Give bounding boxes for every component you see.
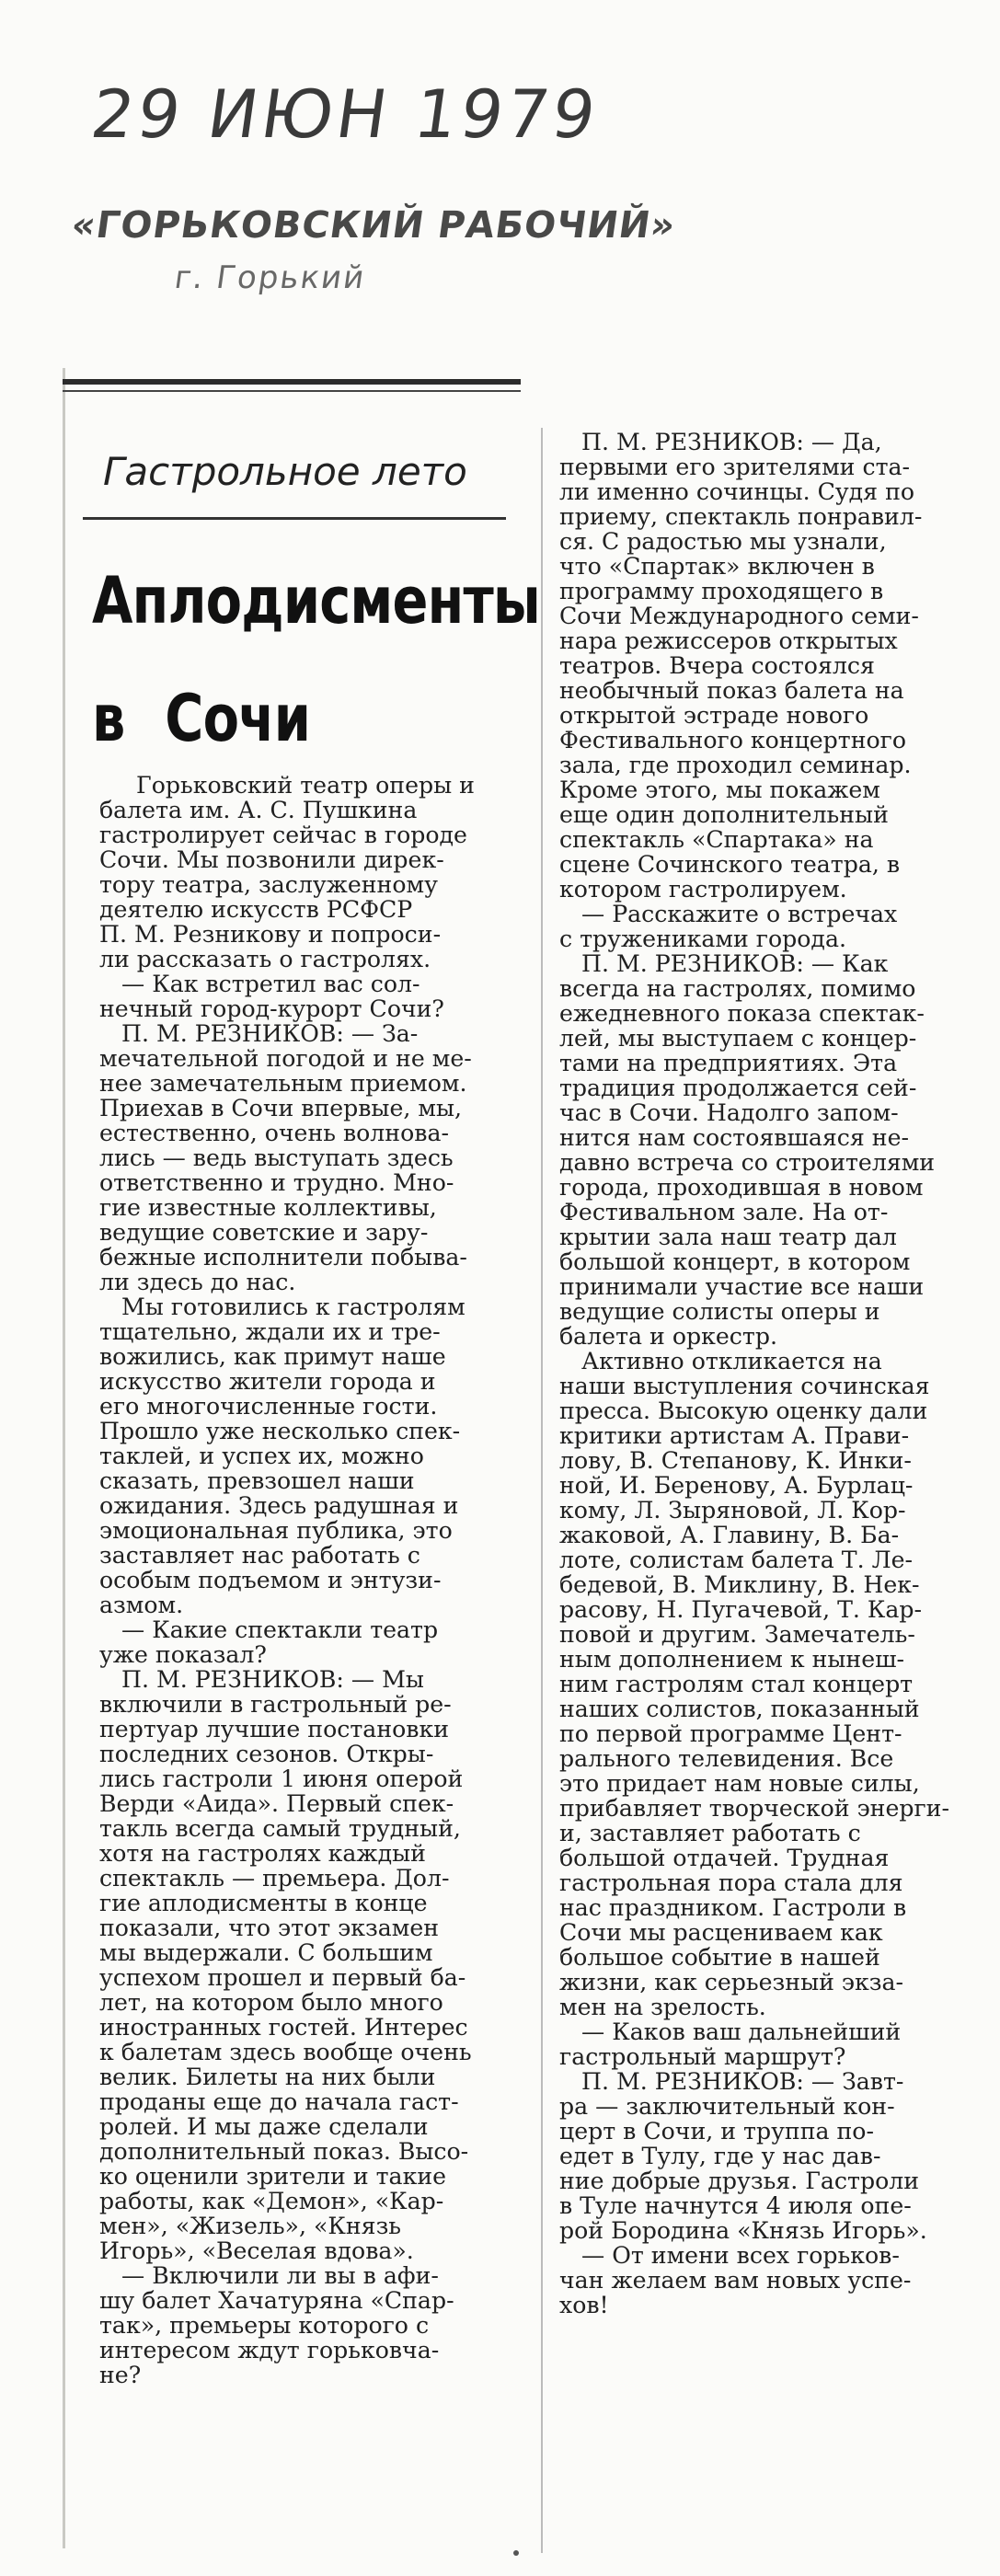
headline-line-2: в Сочи	[92, 681, 311, 756]
top-rule-thin	[63, 390, 521, 392]
article-right-column: П. М. РЕЗНИКОВ: — Да, первыми его зрителями ста- ли именно сочинцы. Судя по приему, спектакль понравил- ся. С радостью мы узнали, что «Спартак» включен в программу проходящего в Сочи Международного семи- нара режиссеров открытых театров. Вчера состоялся необычный показ балета на открытой эстраде нового Фестивального концертного зала, где проходил семинар. Кроме этого, мы покажем еще один дополнительный спектакль «Спартака» на сцене Сочинского театра, в котором гастролируем. — Расскажите о встречах с тружениками города. П. М. РЕЗНИКОВ: — Как всегда на гастролях, помимо ежедневного показа спектак- лей, мы выступаем с концер- тами на предприятиях. Эта традиция продолжается сей- час в Сочи. Надолго запом- нится нам состоявшаяся не- давно встреча со строителями города, проходившая в новом Фестивальном зале. На от- крытии зала наш театр дал большой концерт, в котором принимали участие все наши ведущие солисты оперы и балета и оркестр. Активно откликается на наши выступления сочинская пресса. Высокую оценку дали критики артистам А. Прави- лову, В. Степанову, К. Инки- ной, И. Беренову, А. Бурлац- кому, Л. Зыряновой, Л. Кор- жаковой, А. Главину, В. Ба- лоте, солистам балета Т. Ле- бедевой, В. Миклину, В. Нек- расову, Н. Пугачевой, Т. Кар- повой и другим. Замечатель- ным дополнением к нынеш- ним гастролям стал концерт наших солистов, показанный по первой программе Цент- рального телевидения. Все это придает нам новые силы, прибавляет творческой энерги- и, заставляет работать с большой отдачей. Трудная гастрольная пора стала для нас праздником. Гастроли в Сочи мы расцениваем как большое событие в нашей жизни, как серьезный экза- мен на зрелость. — Каков ваш дальнейший гастрольный маршрут? П. М. РЕЗНИКОВ: — Завт- ра — заключительный кон- церт в Сочи, и труппа по- едет в Тулу, где у нас дав- ние добрые друзья. Гастроли в Туле начнутся 4 июля опе- рой Бородина «Князь Игорь». — От имени всех горьков- чан желаем вам новых успе- хов!	[559, 429, 949, 2318]
rubric-divider	[83, 517, 506, 520]
stamp-newspaper-name: «ГОРЬКОВСКИЙ РАБОЧИЙ»	[68, 204, 679, 247]
clipping-edge	[63, 368, 65, 2548]
column-separator	[541, 428, 543, 2553]
bottom-dot	[513, 2550, 519, 2556]
rubric: Гастрольное лето	[103, 449, 467, 494]
headline-line-1: Аплодисменты	[92, 563, 541, 638]
stamp-date: 29 ИЮН 1979	[86, 75, 604, 153]
stamp-city: г. Горький	[172, 259, 369, 296]
top-rule	[63, 379, 521, 385]
article-left-column: Горьковский театр оперы и балета им. А. С. Пушкина гастролирует сейчас в городе Сочи. Мы позвонили дирек- тору театра, заслуженному деятелю искусств РСФСР П. М. Резникову и попроси- ли рассказать о гастролях. — Как встретил вас сол- нечный город-курорт Сочи? П. М. РЕЗНИКОВ: — За- мечательной погодой и не ме- нее замечательным приемом. Приехав в Сочи впервые, мы, естественно, очень волнова- лись — ведь выступать здесь ответственно и трудно. Мно- гие известные коллективы, ведущие советские и зару- бежные исполнители побыва- ли здесь до нас. Мы готовились к гастролям тщательно, ждали их и тре- вожились, как примут наше искусство жители города и его многочисленные гости. Прошло уже несколько спек- таклей, и успех их, можно сказать, превзошел наши ожидания. Здесь радушная и эмоциональная публика, это заставляет нас работать с особым подъемом и энтузи- азмом. — Какие спектакли театр уже показал? П. М. РЕЗНИКОВ: — Мы включили в гастрольный ре- пертуар лучшие постановки последних сезонов. Откры- лись гастроли 1 июня оперой Верди «Аида». Первый спек- такль всегда самый трудный, хотя на гастролях каждый спектакль — премьера. Дол- гие аплодисменты в конце показали, что этот экзамен мы выдержали. С большим успехом прошел и первый ба- лет, на котором было много иностранных гостей. Интерес к балетам здесь вообще очень велик. Билеты на них были проданы еще до начала гаст- ролей. И мы даже сделали дополнительный показ. Высо- ко оценили зрители и такие работы, как «Демон», «Кар- мен», «Жизель», «Князь Игорь», «Веселая вдова». — Включили ли вы в афи- шу балет Хачатуряна «Спар- так», премьеры которого с интересом ждут горьковча- не?	[99, 772, 475, 2388]
